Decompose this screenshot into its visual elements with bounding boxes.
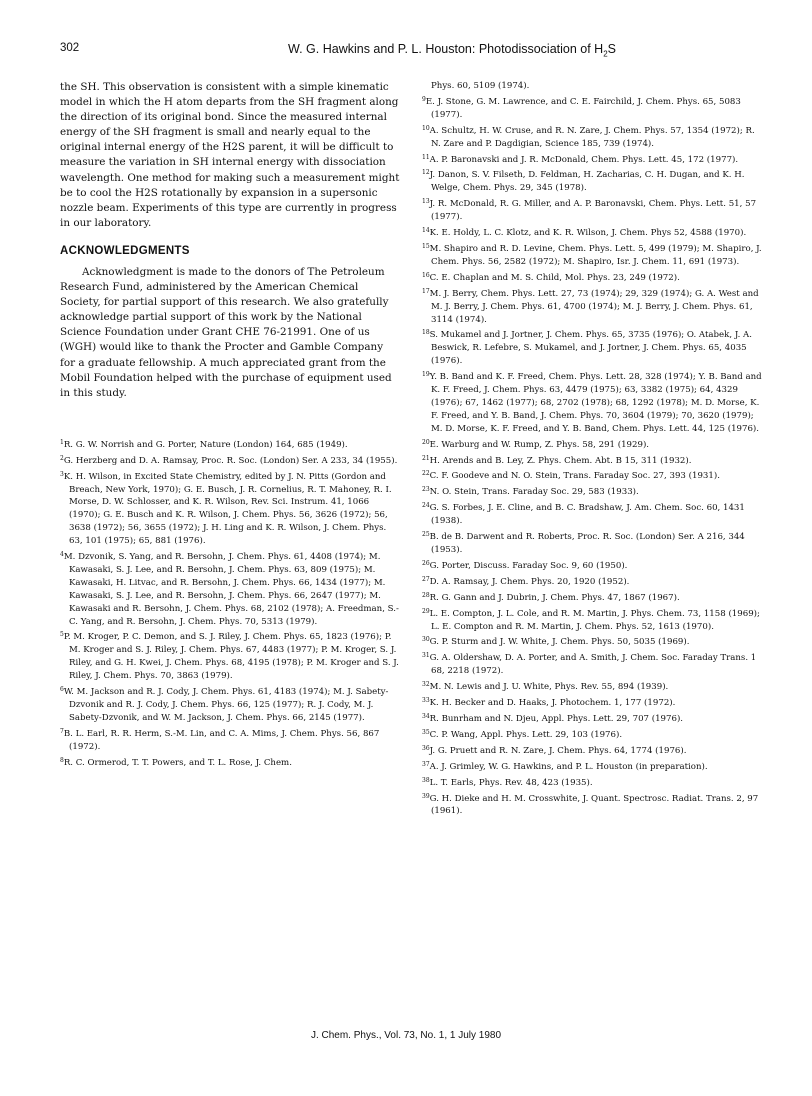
page-footer: J. Chem. Phys., Vol. 73, No. 1, 1 July 1980 bbox=[310, 1030, 502, 1041]
reference-text: G. P. Sturm and J. W. White, J. Chem. Phys. 50, 5035 (1969). bbox=[429, 637, 690, 648]
reference-item bbox=[422, 695, 762, 710]
reference-number: 30 bbox=[422, 636, 430, 644]
reference-item bbox=[422, 437, 762, 452]
reference-number: 8 bbox=[60, 756, 64, 764]
reference-text: J. G. Pruett and R. N. Zare, J. Chem. Phys. 64, 1774 (1976). bbox=[429, 745, 687, 756]
left-column bbox=[60, 80, 400, 771]
reference-number: 28 bbox=[422, 591, 430, 599]
reference-number: 38 bbox=[422, 776, 430, 784]
reference-item bbox=[422, 529, 762, 557]
reference-item bbox=[422, 558, 762, 573]
reference-number: 33 bbox=[422, 697, 430, 705]
reference-item bbox=[422, 791, 762, 819]
reference-text: G. Porter, Discuss. Faraday Soc. 9, 60 (1950). bbox=[429, 560, 628, 571]
reference-item bbox=[422, 679, 762, 694]
reference-item bbox=[60, 629, 400, 683]
running-title bbox=[288, 42, 616, 59]
reference-item bbox=[422, 606, 762, 634]
reference-number: 14 bbox=[422, 227, 430, 235]
reference-number: 16 bbox=[422, 271, 430, 279]
reference-text: R. G. W. Norrish and G. Porter, Nature (London) 164, 685 (1949). bbox=[63, 439, 348, 450]
reference-item bbox=[422, 775, 762, 790]
reference-item bbox=[60, 726, 400, 754]
reference-number: 24 bbox=[422, 502, 430, 510]
reference-item bbox=[422, 500, 762, 528]
reference-item bbox=[422, 759, 762, 774]
reference-item bbox=[422, 743, 762, 758]
reference-text: B. de B. Darwent and R. Roberts, Proc. R. Soc. (London) Ser. A 216, 344 (1953). bbox=[429, 532, 745, 555]
reference-item bbox=[422, 225, 762, 240]
reference-text: R. G. Gann and J. Dubrin, J. Chem. Phys. 47, 1867 (1967). bbox=[429, 592, 680, 603]
reference-text: C. E. Chaplan and M. S. Child, Mol. Phys. 23, 249 (1972). bbox=[429, 272, 680, 283]
reference-text: K. H. Wilson, in Excited State Chemistry, edited by J. N. Pitts (Gordon and Breach, New York, 1970); G. E. Busch, J. R. Cornelius, R. T. Mahoney, R. I. Morse, D. W. Schlosser, and K. R. Wilson, Rev. Sci. Instrum. 41, 1066 (1970); G. E. Busch and K. R. Wilson, J. Chem. Phys. 56, 3626 (1972); 56, 3638 (1972); 56, 3655 (1972); J. H. Ling and K. R. Wilson, J. Chem. Phys. 63, 101 (1975); 65, 881 (1976). bbox=[63, 471, 392, 547]
reference-number: 6 bbox=[60, 686, 64, 694]
reference-text: G. S. Forbes, J. E. Cline, and B. C. Bradshaw, J. Am. Chem. Soc. 60, 1431 (1938). bbox=[429, 503, 745, 527]
reference-text: J. Danon, S. V. Filseth, D. Feldman, H. Zacharias, C. H. Dugan, and K. H. Welge, Chem. Phys. 29, 345 (1978). bbox=[429, 170, 745, 194]
reference-text: C. F. Goodeve and N. O. Stein, Trans. Faraday Soc. 27, 393 (1931). bbox=[429, 471, 720, 482]
reference-text: E. Warburg and W. Rump, Z. Phys. 58, 291 (1929). bbox=[429, 439, 650, 450]
reference-number: 36 bbox=[422, 744, 430, 752]
reference-text: E. J. Stone, G. M. Lawrence, and C. E. Fairchild, J. Chem. Phys. 65, 5083 (1977). bbox=[425, 96, 741, 120]
reference-item bbox=[422, 369, 762, 436]
acknowledgments-heading: ACKNOWLEDGMENTS bbox=[60, 244, 190, 257]
reference-item bbox=[422, 484, 762, 499]
reference-text: G. Herzberg and D. A. Ramsay, Proc. R. Soc. (London) Ser. A 233, 34 (1955). bbox=[63, 455, 398, 466]
reference-text: M. Dzvonik, S. Yang, and R. Bersohn, J. Chem. Phys. 61, 4408 (1974); M. Kawasaki, S. J. Lee, and R. Bersohn, J. Chem. Phys. 63, 809 (1975); M. Kawasaki, H. Litvac, and R. Bersohn, J. Chem. Phys. 66, 1434 (1977); M. Kawasaki, S. J. Lee, and R. Bersohn, J. Chem. Phys. 66, 2647 (1977); M. Kawasaki and R. Bersohn, J. Chem. Phys. 68, 2102 (1978); A. Freedman, S.-C. Yang, and R. Bersohn, J. Chem. Phys. 70, 5313 (1979). bbox=[63, 552, 399, 627]
reference-number: 31 bbox=[422, 652, 430, 660]
reference-item bbox=[422, 327, 762, 368]
reference-number: 10 bbox=[422, 124, 430, 132]
reference-text: B. L. Earl, R. R. Herm, S.-M. Lin, and C. A. Mims, J. Chem. Phys. 56, 867 (1972). bbox=[63, 728, 380, 752]
reference-text: R. C. Ormerod, T. T. Powers, and T. L. Rose, J. Chem. bbox=[63, 757, 292, 768]
reference-item bbox=[60, 469, 400, 548]
reference-number: 3 bbox=[60, 470, 64, 478]
reference-number: 22 bbox=[422, 470, 430, 478]
reference-text: W. M. Jackson and R. J. Cody, J. Chem. Phys. 61, 4183 (1974); M. J. Sabety-Dzvonik and R. J. Cody, J. Chem. Phys. 66, 125 (1977); R. J. Cody, M. J. Sabety-Dzvonik, and W. M. Jackson, J. Chem. Phys. 66, 2145 (1977). bbox=[63, 687, 389, 723]
reference-text: Y. B. Band and K. F. Freed, Chem. Phys. Lett. 28, 328 (1974); Y. B. Band and K. F. Freed, J. Chem. Phys. 63, 4479 (1975); 63, 3382 (1975); 64, 4329 (1976); 67, 1462 (1977); 68, 2702 (1978); 68, 1292 (1978); M. D. Morse, K. F. Freed, and Y. B. Band, J. Chem. Phys. 70, 3604 (1979); 70, 3620 (1979); M. D. Morse, K. F. Freed, and Y. B. Band, Chem. Phys. Lett. 44, 125 (1976). bbox=[429, 372, 762, 434]
reference-text: C. P. Wang, Appl. Phys. Lett. 29, 103 (1976). bbox=[429, 729, 623, 740]
reference-number: 15 bbox=[422, 242, 430, 250]
reference-number: 26 bbox=[422, 559, 430, 567]
reference-text: A. P. Baronavski and J. R. McDonald, Chem. Phys. Lett. 45, 172 (1977). bbox=[429, 154, 739, 165]
references-left bbox=[60, 437, 400, 770]
reference-text: L. E. Compton, J. L. Cole, and R. M. Martin, J. Phys. Chem. 73, 1158 (1969); L. E. Compton and R. M. Martin, J. Chem. Phys. 52, 1613 (1970). bbox=[429, 608, 760, 632]
reference-number: 27 bbox=[422, 575, 430, 583]
reference-text: G. H. Dieke and H. M. Crosswhite, J. Quant. Spectrosc. Radiat. Trans. 2, 97 (1961). bbox=[429, 793, 759, 817]
reference-text: M. N. Lewis and J. U. White, Phys. Rev. 55, 894 (1939). bbox=[429, 682, 669, 693]
reference-item bbox=[422, 286, 762, 327]
reference-number: 23 bbox=[422, 486, 430, 494]
reference-item bbox=[422, 196, 762, 224]
reference-number: 5 bbox=[60, 631, 64, 639]
reference-number: 17 bbox=[422, 287, 430, 295]
reference-number: 12 bbox=[422, 169, 430, 177]
reference-number: 37 bbox=[422, 760, 430, 768]
reference-text: L. T. Earls, Phys. Rev. 48, 423 (1935). bbox=[429, 777, 593, 788]
reference-item bbox=[422, 711, 762, 726]
reference-text: P. M. Kroger, P. C. Demon, and S. J. Riley, J. Chem. Phys. 65, 1823 (1976); P. M. Kroger and S. J. Riley, J. Chem. Phys. 67, 4483 (1977); P. M. Kroger, S. J. Riley, and G. H. Kwei, J. Chem. Phys. 68, 4195 (1978); P. M. Kroger and S. J. Riley, J. Chem. Phys. 70, 3863 (1979). bbox=[63, 632, 399, 682]
reference-item bbox=[422, 152, 762, 167]
reference-text: K. H. Becker and D. Haaks, J. Photochem. 1, 177 (1972). bbox=[429, 698, 676, 709]
reference-number: 21 bbox=[422, 454, 430, 462]
running-title-suffix: S bbox=[607, 42, 617, 56]
reference-item bbox=[422, 634, 762, 649]
reference-number: 1 bbox=[60, 438, 64, 446]
reference-item bbox=[60, 437, 400, 452]
reference-item bbox=[422, 453, 762, 468]
reference-item bbox=[422, 123, 762, 151]
page-number: 302 bbox=[60, 42, 80, 54]
reference-item bbox=[422, 727, 762, 742]
reference-number: 2 bbox=[60, 454, 64, 462]
reference-item bbox=[422, 574, 762, 589]
running-title-text: W. G. Hawkins and P. L. Houston: Photodissociation of H bbox=[288, 42, 604, 56]
reference-text: A. Schultz, H. W. Cruse, and R. N. Zare, J. Chem. Phys. 57, 1354 (1972); R. N. Zare and P. Dagdigian, Science 185, 739 (1974). bbox=[429, 125, 755, 149]
reference-number: 34 bbox=[422, 712, 430, 720]
reference-number: 11 bbox=[422, 153, 430, 161]
reference-number: 19 bbox=[422, 371, 430, 379]
reference-number: 32 bbox=[422, 681, 430, 689]
running-title-subscript: 2 bbox=[603, 49, 608, 59]
references-right bbox=[422, 80, 762, 818]
reference-item bbox=[422, 241, 762, 269]
reference-text: S. Mukamel and J. Jortner, J. Chem. Phys. 65, 3735 (1976); O. Atabek, J. A. Beswick, R. Lefebre, S. Mukamel, and J. Jortner, J. Chem. Phys. 65, 4035 (1976). bbox=[429, 330, 752, 367]
reference-number: 7 bbox=[60, 727, 64, 735]
acknowledgments-paragraph: Acknowledgment is made to the donors of The Petroleum Research Fund, administered by the American Chemical Society, for partial support of this research. We also gratefully acknowledge partial support of this work by the National Science Foundation under Grant CHE 76-21991. One of us (WGH) would like to thank the Procter and Gamble Company for a graduate fellowship. A much appreciated grant from the Mobil Foundation helped with the purchase of equipment used in this study. bbox=[60, 265, 392, 399]
reference-text: G. A. Oldershaw, D. A. Porter, and A. Smith, J. Chem. Soc. Faraday Trans. 1 68, 2218 (1972). bbox=[429, 653, 757, 677]
reference-item bbox=[422, 167, 762, 195]
reference-text: K. E. Holdy, L. C. Klotz, and K. R. Wilson, J. Chem. Phys 52, 4588 (1970). bbox=[429, 228, 747, 239]
reference-text: A. J. Grimley, W. G. Hawkins, and P. L. Houston (in preparation). bbox=[429, 761, 708, 772]
reference-number: 9 bbox=[422, 95, 426, 103]
reference-item bbox=[422, 468, 762, 483]
reference-number: 4 bbox=[60, 551, 64, 559]
reference-text: Phys. 60, 5109 (1974). bbox=[431, 81, 530, 91]
reference-number: 39 bbox=[422, 792, 430, 800]
reference-item bbox=[60, 755, 400, 770]
reference-item bbox=[422, 650, 762, 678]
reference-text: R. Bunrham and N. Djeu, Appl. Phys. Lett. 29, 707 (1976). bbox=[429, 713, 684, 724]
intro-paragraph: the SH. This observation is consistent with a simple kinematic model in which the H atom departs from the SH fragment along the direction of its original bond. Since the measured internal energy of the SH fragment is small and nearly equal to the original internal energy of the H2S parent, it will be difficult to measure the variation in SH internal energy with dissociation wavelength. One method for making such a measurement might be to cool the H2S rotationally by expansion in a supersonic nozzle beam. Experiments of this type are currently in progress in our laboratory. bbox=[60, 81, 400, 229]
reference-text: H. Arends and B. Ley, Z. Phys. Chem. Abt. B 15, 311 (1932). bbox=[429, 455, 692, 466]
reference-item bbox=[60, 453, 400, 468]
reference-item bbox=[422, 94, 762, 122]
reference-number: 18 bbox=[422, 329, 430, 337]
reference-text: M. Shapiro and R. D. Levine, Chem. Phys. Lett. 5, 499 (1979); M. Shapiro, J. Chem. Phys. 56, 2582 (1972); M. Shapiro, Isr. J. Chem. 11, 691 (1973). bbox=[429, 243, 762, 267]
right-column bbox=[422, 80, 762, 819]
reference-text: N. O. Stein, Trans. Faraday Soc. 29, 583 (1933). bbox=[429, 487, 639, 498]
reference-number: 20 bbox=[422, 438, 430, 446]
reference-item bbox=[60, 684, 400, 725]
reference-number: 25 bbox=[422, 531, 430, 539]
reference-number: 29 bbox=[422, 607, 430, 615]
reference-number: 13 bbox=[422, 198, 430, 206]
reference-text: M. J. Berry, Chem. Phys. Lett. 27, 73 (1974); 29, 329 (1974); G. A. West and M. J. Berry, J. Chem. Phys. 61, 4700 (1974); M. J. Berry, J. Chem. Phys. 61, 3114 (1974). bbox=[429, 288, 759, 325]
page-header bbox=[60, 42, 760, 62]
reference-number: 35 bbox=[422, 728, 430, 736]
reference-item bbox=[422, 590, 762, 605]
reference-text: D. A. Ramsay, J. Chem. Phys. 20, 1920 (1952). bbox=[429, 576, 630, 587]
reference-text: J. R. McDonald, R. G. Miller, and A. P. Baronavski, Chem. Phys. Lett. 51, 57 (1977). bbox=[429, 199, 757, 223]
reference-item bbox=[60, 549, 400, 628]
reference-item bbox=[422, 270, 762, 285]
reference-item bbox=[422, 80, 762, 93]
